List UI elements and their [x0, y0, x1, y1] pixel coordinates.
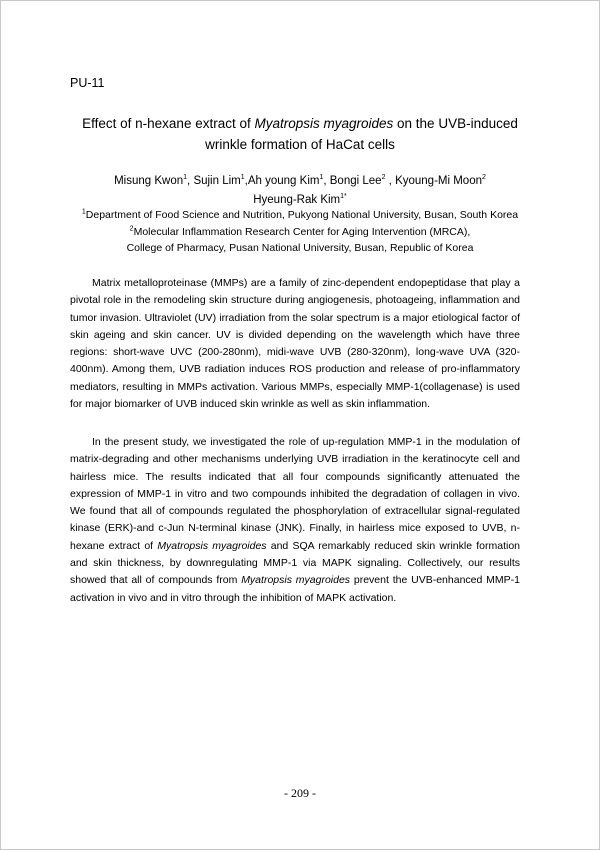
author-affiliation-mark: 2 [381, 174, 386, 182]
affiliation-1: Department of Food Science and Nutrition, Pukyong National University, Busan, South Korea [85, 209, 519, 221]
author-name: Hyeung-Rak Kim [253, 194, 341, 206]
author-list [80, 172, 520, 210]
page-number: - 209 - [284, 786, 316, 800]
title-suffix: on the UVB-induced wrinkle formation of HaCat cells [205, 116, 518, 152]
abstract-paragraph-1: Matrix metalloproteinase (MMPs) are a family of zinc-dependent endopeptidase that play a pivotal role in the remodeling skin structure during angiogenesis, photoageing, inflammation and tumor invasion. Ultraviolet (UV) irradiation from the solar spectrum is a major etiological factor of skin ageing and skin cancer. UV is divided depending on the wavelength which have three regions: short-wave UVC (200-280nm), midi-wave UVB (280-320nm), long-wave UVA (320-400nm). Among them, UVB radiation induces ROS production and release of pro-inflammatory mediators, resulting in MMPs activation. Various MMPs, especially MMP-1(collagenase) is used for major biomarker of UVB induced skin wrinkle as well as skin inflammation. [70, 277, 520, 411]
paper-title [60, 113, 540, 155]
abstract-paragraph-2 [70, 434, 520, 607]
author-name: Bongi Lee [329, 175, 382, 187]
abstract-code: PU-11 [70, 76, 105, 90]
author-separator: , [244, 175, 248, 187]
author-name: Kyoung-Mi Moon [395, 175, 482, 187]
author-separator: , [385, 175, 396, 187]
affiliation-list [70, 207, 530, 257]
paragraph-2-text-2: and SQA remarkably reduced skin wrinkle formation and skin thickness, by downregulating MMP-1 via MAPK signaling. Collectively, our results showed that all of compounds from [70, 539, 521, 587]
author-affiliation-mark: 1* [340, 193, 347, 201]
affiliation-mark: 2 [129, 225, 134, 232]
author-affiliation-mark: 1 [240, 174, 245, 182]
affiliation-2-line-2: College of Pharmacy, Pusan National University, Busan, Republic of Korea [126, 242, 474, 254]
author-name: Sujin Lim [193, 175, 241, 187]
title-prefix: Effect of n-hexane extract of [82, 116, 255, 131]
species-name: Myatropsis myagroides [157, 539, 267, 552]
title-species: Myatropsis myagroides [254, 116, 394, 131]
species-name: Myatropsis myagroides [241, 574, 351, 587]
affiliation-2-line-1: Molecular Inflammation Research Center for Aging Intervention (MRCA), [133, 225, 471, 238]
author-name: Ah young Kim [247, 175, 320, 187]
author-separator: , [323, 175, 330, 187]
author-name: Misung Kwon [114, 175, 184, 187]
author-affiliation-mark: 1 [319, 174, 324, 182]
affiliation-mark: 1 [81, 208, 86, 216]
paragraph-2-text-3: prevent the UVB-enhanced MMP-1 activation in vivo and in vitro through the inhibition of MAPK activation. [70, 574, 520, 604]
author-affiliation-mark: 1 [183, 174, 188, 182]
author-affiliation-mark: 2 [482, 174, 486, 182]
author-separator: , [187, 175, 194, 187]
paragraph-2-text-1: In the present study, we investigated the role of up-regulation MMP-1 in the modulation of matrix-degrading and other mechanisms underlying UVB irradiation in the keratinocyte cell and hairless mice. The results indicated that all four compounds significantly attenuated the expression of MMP-1 in vitro and two compounds inhibited the degradation of collagen in vivo. We found that all of compounds regulated the phosphorylation of extracellular signal-regulated kinase (ERK)-and c-Jun N-terminal kinase (JNK). Finally, in hairless mice exposed to UVB, n-hexane extract of [70, 436, 520, 552]
